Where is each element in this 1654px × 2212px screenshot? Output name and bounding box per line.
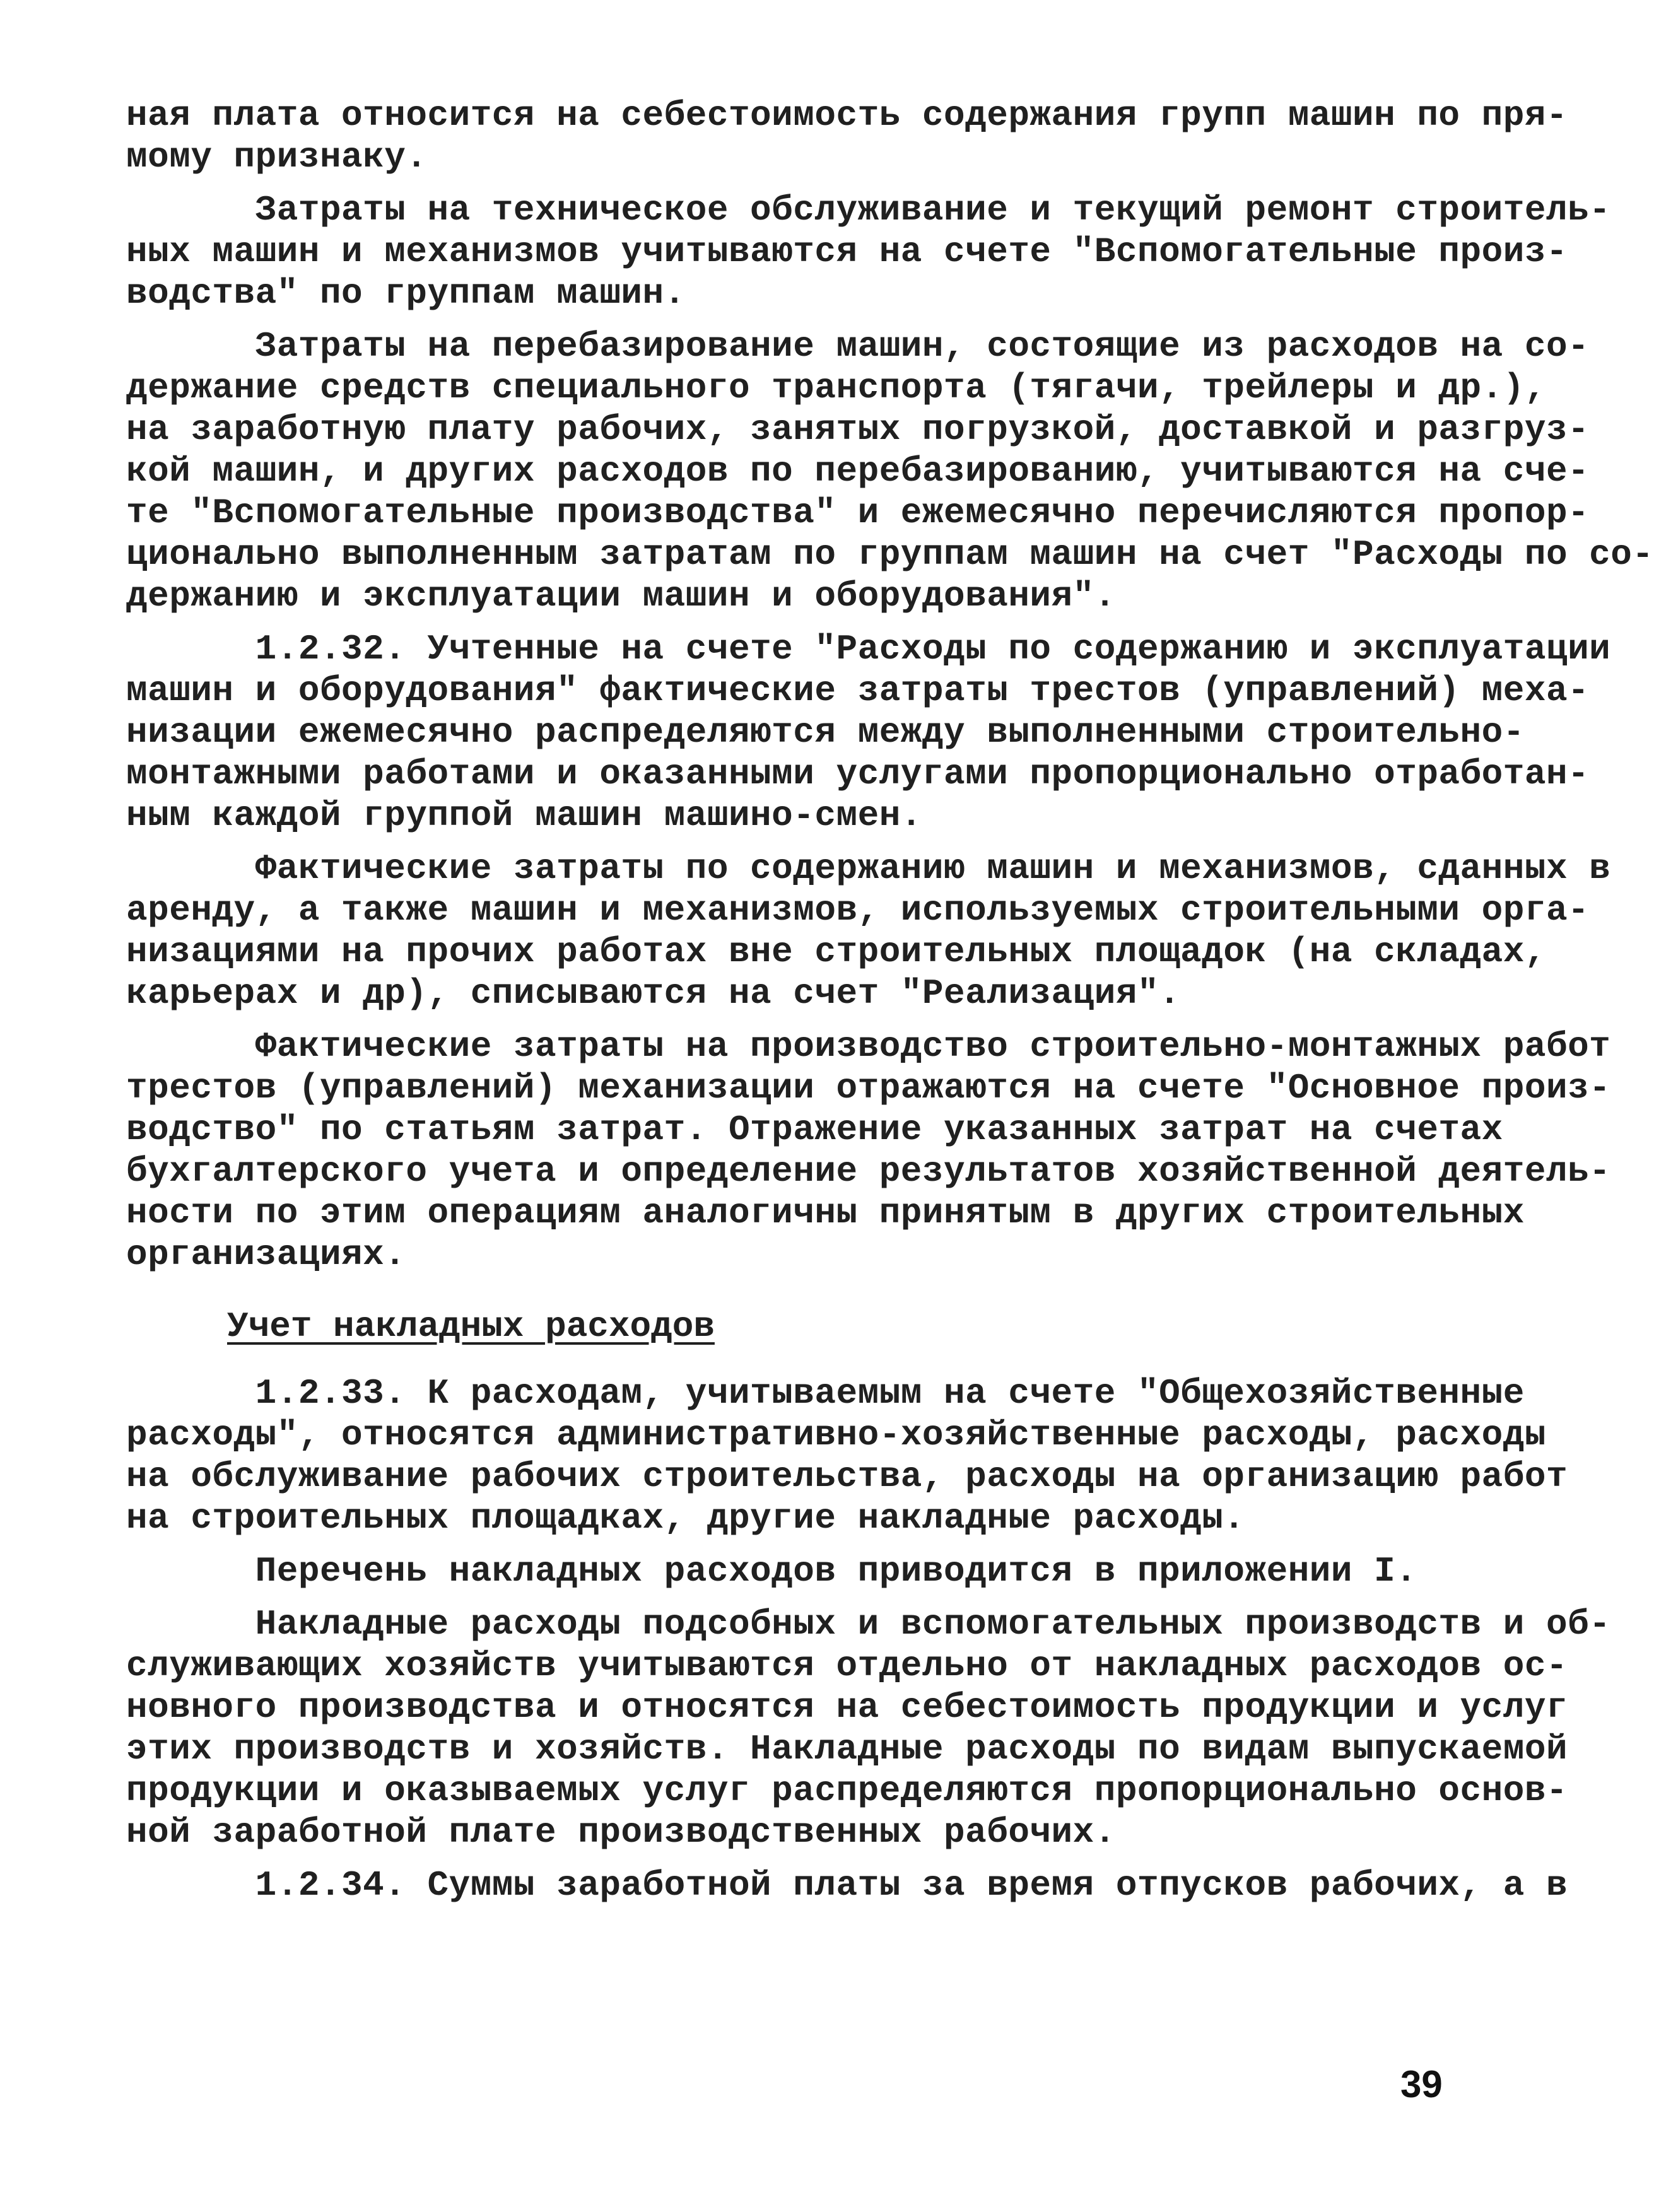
text-line: держание средств специального транспорта (тягачи, трейлеры и др.),	[126, 368, 1546, 408]
text-line: ционально выполненным затратам по группам машин на счет "Расходы по со-	[126, 534, 1654, 575]
text-line: ной заработной плате производственных рабочих.	[126, 1812, 1116, 1852]
text-line: держанию и эксплуатации машин и оборудования".	[126, 576, 1116, 616]
text-line: на обслуживание рабочих строительства, расходы на организацию работ	[126, 1456, 1568, 1497]
text-line: машин и оборудования" фактические затраты трестов (управлений) меха-	[126, 670, 1590, 711]
text-line: организациях.	[126, 1234, 406, 1275]
text-line: расходы", относятся административно-хозяйственные расходы, расходы	[126, 1415, 1546, 1455]
text-line: Затраты на техническое обслуживание и текущий ремонт строитель-	[126, 190, 1611, 230]
text-line: монтажными работами и оказанными услугами пропорционально отработан-	[126, 754, 1590, 794]
text-line: кой машин, и других расходов по перебазированию, учитываются на сче-	[126, 451, 1590, 491]
page-number: 39	[1400, 2063, 1443, 2105]
text-line: низации ежемесячно распределяются между выполненными строительно-	[126, 712, 1525, 752]
text-line: низациями на прочих работах вне строительных площадок (на складах,	[126, 932, 1546, 972]
text-line: Накладные расходы подсобных и вспомогательных производств и об-	[126, 1604, 1611, 1644]
text-line: ных машин и механизмов учитываются на счете "Вспомогательные произ-	[126, 231, 1568, 272]
text-line: новного производства и относятся на себестоимость продукции и услуг	[126, 1687, 1568, 1728]
section-heading: Учет накладных расходов	[227, 1306, 715, 1347]
text-line: трестов (управлений) механизации отражаются на счете "Основное произ-	[126, 1068, 1611, 1108]
text-line: 1.2.34. Суммы заработной платы за время отпусков рабочих, а в	[126, 1865, 1568, 1905]
text-line: те "Вспомогательные производства" и ежемесячно перечисляются пропор-	[126, 493, 1590, 533]
text-line: этих производств и хозяйств. Накладные расходы по видам выпускаемой	[126, 1729, 1568, 1769]
text-line: мому признаку.	[126, 137, 428, 177]
text-line: аренду, а также машин и механизмов, используемых строительными орга-	[126, 890, 1590, 930]
text-line: ным каждой группой машин машино-смен.	[126, 795, 922, 836]
text-line: Перечень накладных расходов приводится в приложении I.	[126, 1551, 1417, 1591]
text-line: 1.2.33. К расходам, учитываемым на счете "Общехозяйственные	[126, 1373, 1525, 1413]
text-line: Затраты на перебазирование машин, состоящие из расходов на со-	[126, 326, 1590, 366]
text-line: Фактические затраты по содержанию машин и механизмов, сданных в	[126, 848, 1611, 889]
text-line: бухгалтерского учета и определение результатов хозяйственной деятель-	[126, 1151, 1611, 1191]
text-line: 1.2.32. Учтенные на счете "Расходы по содержанию и эксплуатации	[126, 629, 1611, 669]
text-line: Фактические затраты на производство строительно-монтажных работ	[126, 1026, 1611, 1067]
text-line: ности по этим операциям аналогичны принятым в других строительных	[126, 1193, 1525, 1233]
text-line: на заработную плату рабочих, занятых погрузкой, доставкой и разгруз-	[126, 409, 1590, 450]
text-line: продукции и оказываемых услуг распределяются пропорционально основ-	[126, 1770, 1568, 1811]
text-line: служивающих хозяйств учитываются отдельно от накладных расходов ос-	[126, 1646, 1568, 1686]
text-line: ная плата относится на себестоимость содержания групп машин по пря-	[126, 95, 1568, 136]
text-line: на строительных площадках, другие накладные расходы.	[126, 1498, 1245, 1538]
text-line: водства" по группам машин.	[126, 273, 686, 313]
text-line: водство" по статьям затрат. Отражение указанных затрат на счетах	[126, 1109, 1503, 1150]
text-line: карьерах и др), списываются на счет "Реализация".	[126, 973, 1181, 1014]
